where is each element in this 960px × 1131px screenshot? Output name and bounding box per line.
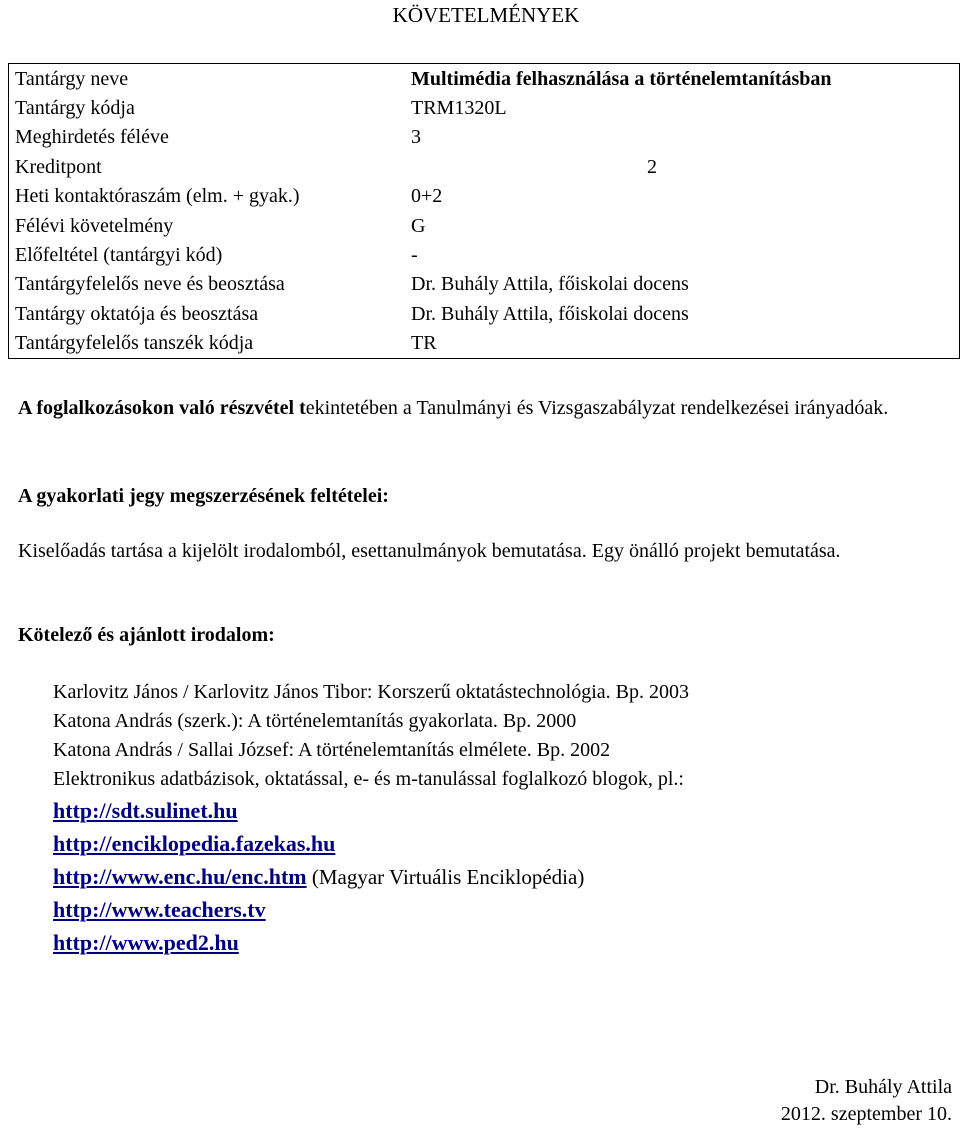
literature-item: Elektronikus adatbázisok, oktatással, e- és m-tanulással foglalkozó blogok, pl.: bbox=[53, 768, 684, 790]
table-row bbox=[9, 240, 960, 269]
link-row bbox=[53, 827, 933, 860]
link-row bbox=[53, 860, 933, 893]
literature-item: Katona András / Sallai József: A történelemtanítás elmélete. Bp. 2002 bbox=[53, 739, 611, 761]
info-value: TR bbox=[411, 332, 437, 355]
course-info-table bbox=[8, 63, 960, 359]
info-key: Félévi követelmény bbox=[15, 214, 174, 237]
attendance-bold: A foglalkozásokon való részvétel t bbox=[18, 397, 306, 419]
info-value: 2 bbox=[647, 155, 657, 178]
link-enc-hu[interactable]: http://www.enc.hu/enc.htm bbox=[53, 864, 307, 889]
info-value: Dr. Buhály Attila, főiskolai docens bbox=[411, 302, 689, 325]
link-sdt-sulinet[interactable]: http://sdt.sulinet.hu bbox=[53, 798, 238, 823]
practical-text: Kiselőadás tartása a kijelölt irodalomból, esettanulmányok bemutatása. Egy önálló projekt bemutatása. bbox=[18, 540, 841, 562]
table-row bbox=[9, 93, 960, 122]
info-value: 0+2 bbox=[411, 185, 443, 208]
link-teachers-tv[interactable]: http://www.teachers.tv bbox=[53, 897, 266, 922]
info-key: Tantárgy kódja bbox=[15, 97, 135, 120]
info-value: - bbox=[411, 244, 418, 267]
literature-item: Katona András (szerk.): A történelemtanítás gyakorlata. Bp. 2000 bbox=[53, 710, 577, 732]
literature-heading: Kötelező és ajánlott irodalom: bbox=[18, 624, 275, 646]
link-row bbox=[53, 893, 933, 926]
info-key: Tantárgyfelelős tanszék kódja bbox=[15, 332, 254, 355]
info-key: Kreditpont bbox=[15, 155, 102, 178]
signature-date: 2012. szeptember 10. bbox=[780, 1103, 952, 1125]
table-row bbox=[9, 299, 960, 328]
attendance-paragraph bbox=[18, 395, 953, 421]
table-row bbox=[9, 182, 960, 211]
info-value: TRM1320L bbox=[411, 97, 507, 120]
link-note: (Magyar Virtuális Enciklopédia) bbox=[306, 865, 585, 889]
info-value: Multimédia felhasználása a történelemtanításban bbox=[411, 67, 832, 90]
literature-list bbox=[53, 678, 933, 959]
link-row bbox=[53, 926, 933, 959]
table-row bbox=[9, 123, 960, 152]
link-enciklopedia-fazekas[interactable]: http://enciklopedia.fazekas.hu bbox=[53, 831, 336, 856]
info-value: Dr. Buhály Attila, főiskolai docens bbox=[411, 273, 689, 296]
table-row bbox=[9, 329, 960, 359]
info-value: G bbox=[411, 214, 426, 237]
info-key: Tantárgy oktatója és beosztása bbox=[15, 302, 259, 325]
info-key: Meghirdetés féléve bbox=[15, 126, 169, 149]
table-row bbox=[9, 152, 960, 181]
link-row bbox=[53, 794, 933, 827]
link-ped2[interactable]: http://www.ped2.hu bbox=[53, 930, 239, 955]
table-row bbox=[9, 211, 960, 240]
info-key: Tantárgy neve bbox=[15, 67, 129, 90]
table-row bbox=[9, 270, 960, 299]
literature-item: Karlovitz János / Karlovitz János Tibor: Korszerű oktatástechnológia. Bp. 2003 bbox=[53, 681, 690, 703]
attendance-text: ekintetében a Tanulmányi és Vizsgaszabályzat rendelkezései irányadóak. bbox=[305, 397, 889, 419]
info-key: Heti kontaktóraszám (elm. + gyak.) bbox=[15, 185, 300, 208]
signature-name: Dr. Buhály Attila bbox=[814, 1076, 952, 1098]
practical-heading: A gyakorlati jegy megszerzésének feltételei: bbox=[18, 485, 389, 507]
table-row bbox=[9, 64, 960, 94]
info-value: 3 bbox=[411, 126, 421, 149]
info-key: Tantárgyfelelős neve és beosztása bbox=[15, 273, 285, 296]
page-title: KÖVETELMÉNYEK bbox=[392, 3, 580, 27]
info-key: Előfeltétel (tantárgyi kód) bbox=[15, 244, 223, 267]
